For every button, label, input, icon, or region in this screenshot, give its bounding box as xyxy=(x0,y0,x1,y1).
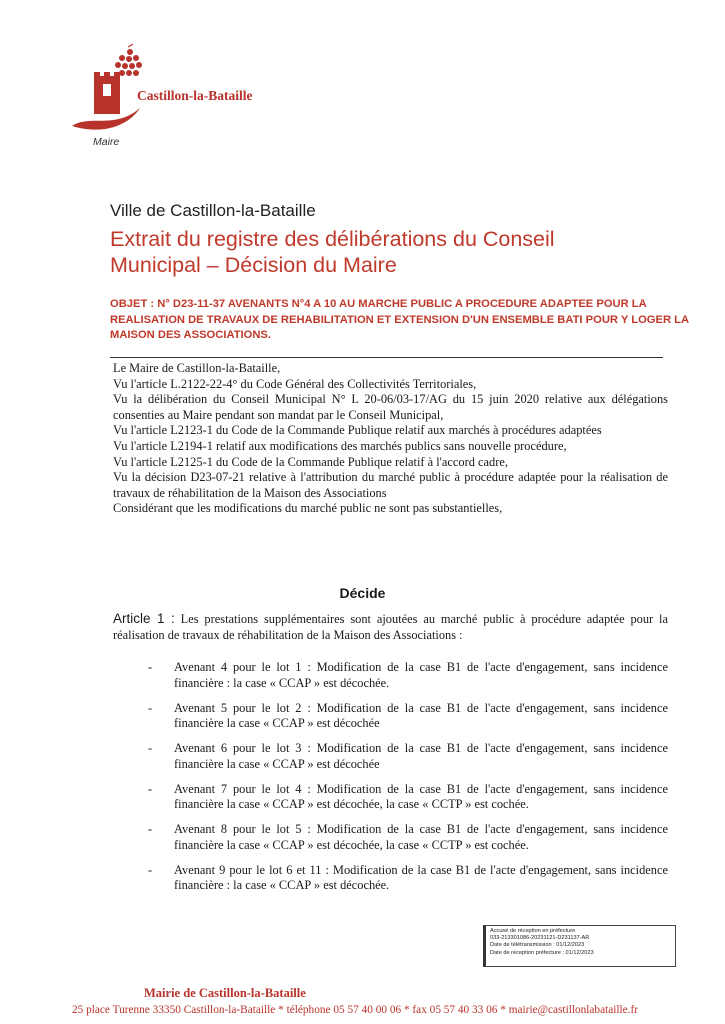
footer-name: Mairie de Castillon-la-Bataille xyxy=(144,986,306,1000)
stamp-line: 033-213301086-20231121-D231137-AR xyxy=(490,935,590,942)
list-item-text: Avenant 5 pour le lot 2 : Modification de la case B1 de l'acte d'engagement, sans incidence financière la case « CCAP » est décochée xyxy=(174,700,668,730)
list-item-text: Avenant 4 pour le lot 1 : Modification de la case B1 de l'acte d'engagement, sans incidence financière : la case « CCAP » est décochée. xyxy=(174,660,668,690)
list-item xyxy=(148,660,668,691)
list-item-text: Avenant 7 pour le lot 4 : Modification de la case B1 de l'acte d'engagement, sans incidence financière la case « CCAP » est décochée, la case « CCTP » est cochée. xyxy=(174,781,668,811)
bullet-dash: - xyxy=(148,822,153,836)
list-item xyxy=(148,741,668,772)
stamp-line: Date de télétransmission : 01/12/2023 xyxy=(490,942,585,949)
list-item xyxy=(148,782,668,813)
title-line-2: Municipal – Décision du Maire xyxy=(110,253,397,277)
list-item-text: Avenant 8 pour le lot 5 : Modification de la case B1 de l'acte d'engagement, sans incidence financière la case « CCAP » est décochée, la case « CCTP » est cochée. xyxy=(174,822,668,852)
stamp-line: Accusé de réception en préfecture xyxy=(490,928,576,934)
article-1 xyxy=(113,611,668,643)
consideration-line: Vu l'article L2123-1 du Code de la Commande Publique relatif aux marchés à procédures adaptées xyxy=(113,423,602,438)
logo-town-name: Castillon-la-Bataille xyxy=(137,88,253,103)
consideration-line: Vu la décision D23-07-21 relative à l'attribution du marché public à procédure adaptée pour la réalisation de travaux de réhabilitation de la Maison des Associations xyxy=(113,470,668,500)
list-item xyxy=(148,863,668,894)
bullet-dash: - xyxy=(148,862,153,877)
document-title xyxy=(110,226,670,278)
consideration-line: Vu la délibération du Conseil Municipal N° L 20-06/03-17/AG du 15 juin 2020 relative aux délégations consenties au Maire pendant son mandat par le Conseil Municipal, xyxy=(113,392,668,422)
article-1-label: Article 1 : xyxy=(113,611,175,626)
prefecture-receipt-stamp xyxy=(483,925,676,967)
divider-rule xyxy=(110,357,663,358)
footer-address: 25 place Turenne 33350 Castillon-la-Bataille * téléphone 05 57 40 00 06 * fax 05 57 40 33 06 * mairie@castillonlabataille.fr xyxy=(72,1004,639,1016)
decide-heading: Décide xyxy=(339,585,386,601)
article-1-text: Les prestations supplémentaires sont ajoutées au marché public à procédure adaptée pour la réalisation de travaux de réhabilitation de la Maison des Associations : xyxy=(113,612,668,642)
consideration-line: Vu l'article L2194-1 relatif aux modifications des marchés publics sans nouvelle procédure, xyxy=(113,438,567,453)
list-item-text: Avenant 9 pour le lot 6 et 11 : Modification de la case B1 de l'acte d'engagement, sans incidence financière : la case « CCAP » est décochée. xyxy=(174,862,668,892)
consideration-line: Vu l'article L.2122-22-4° du Code Général des Collectivités Territoriales, xyxy=(113,376,477,391)
grapes-icon xyxy=(115,44,142,76)
bullet-dash: - xyxy=(148,781,153,796)
bullet-dash: - xyxy=(148,700,153,715)
list-item xyxy=(148,701,668,732)
consideration-line: Le Maire de Castillon-la-Bataille, xyxy=(113,361,281,375)
considerations-block xyxy=(113,361,668,517)
logo-maire-label: Maire xyxy=(93,136,120,148)
avenant-list xyxy=(148,660,668,903)
consideration-line: Considérant que les modifications du marché public ne sont pas substantielles, xyxy=(113,501,503,516)
ville-heading: Ville de Castillon-la-Bataille xyxy=(110,201,316,220)
bullet-dash: - xyxy=(148,660,153,674)
consideration-line: Vu l'article L2125-1 du Code de la Commande Publique relatif à l'accord cadre, xyxy=(113,454,508,469)
stamp-line: Date de réception préfecture : 01/12/2023 xyxy=(490,949,594,956)
list-item xyxy=(148,822,668,853)
bullet-dash: - xyxy=(148,741,153,755)
title-line-1: Extrait du registre des délibérations du Conseil xyxy=(110,227,555,251)
list-item-text: Avenant 6 pour le lot 3 : Modification de la case B1 de l'acte d'engagement, sans incidence financière la case « CCAP » est décochée xyxy=(174,741,668,771)
objet-text: OBJET : N° D23-11-37 AVENANTS N°4 A 10 AU MARCHE PUBLIC A PROCEDURE ADAPTEE POUR LA REALISATION DE TRAVAUX DE REHABILITATION ET EXTENSION D'UN ENSEMBLE BATI POUR Y LOGER LA MAISON DES ASSOCIATIONS. xyxy=(110,298,689,341)
